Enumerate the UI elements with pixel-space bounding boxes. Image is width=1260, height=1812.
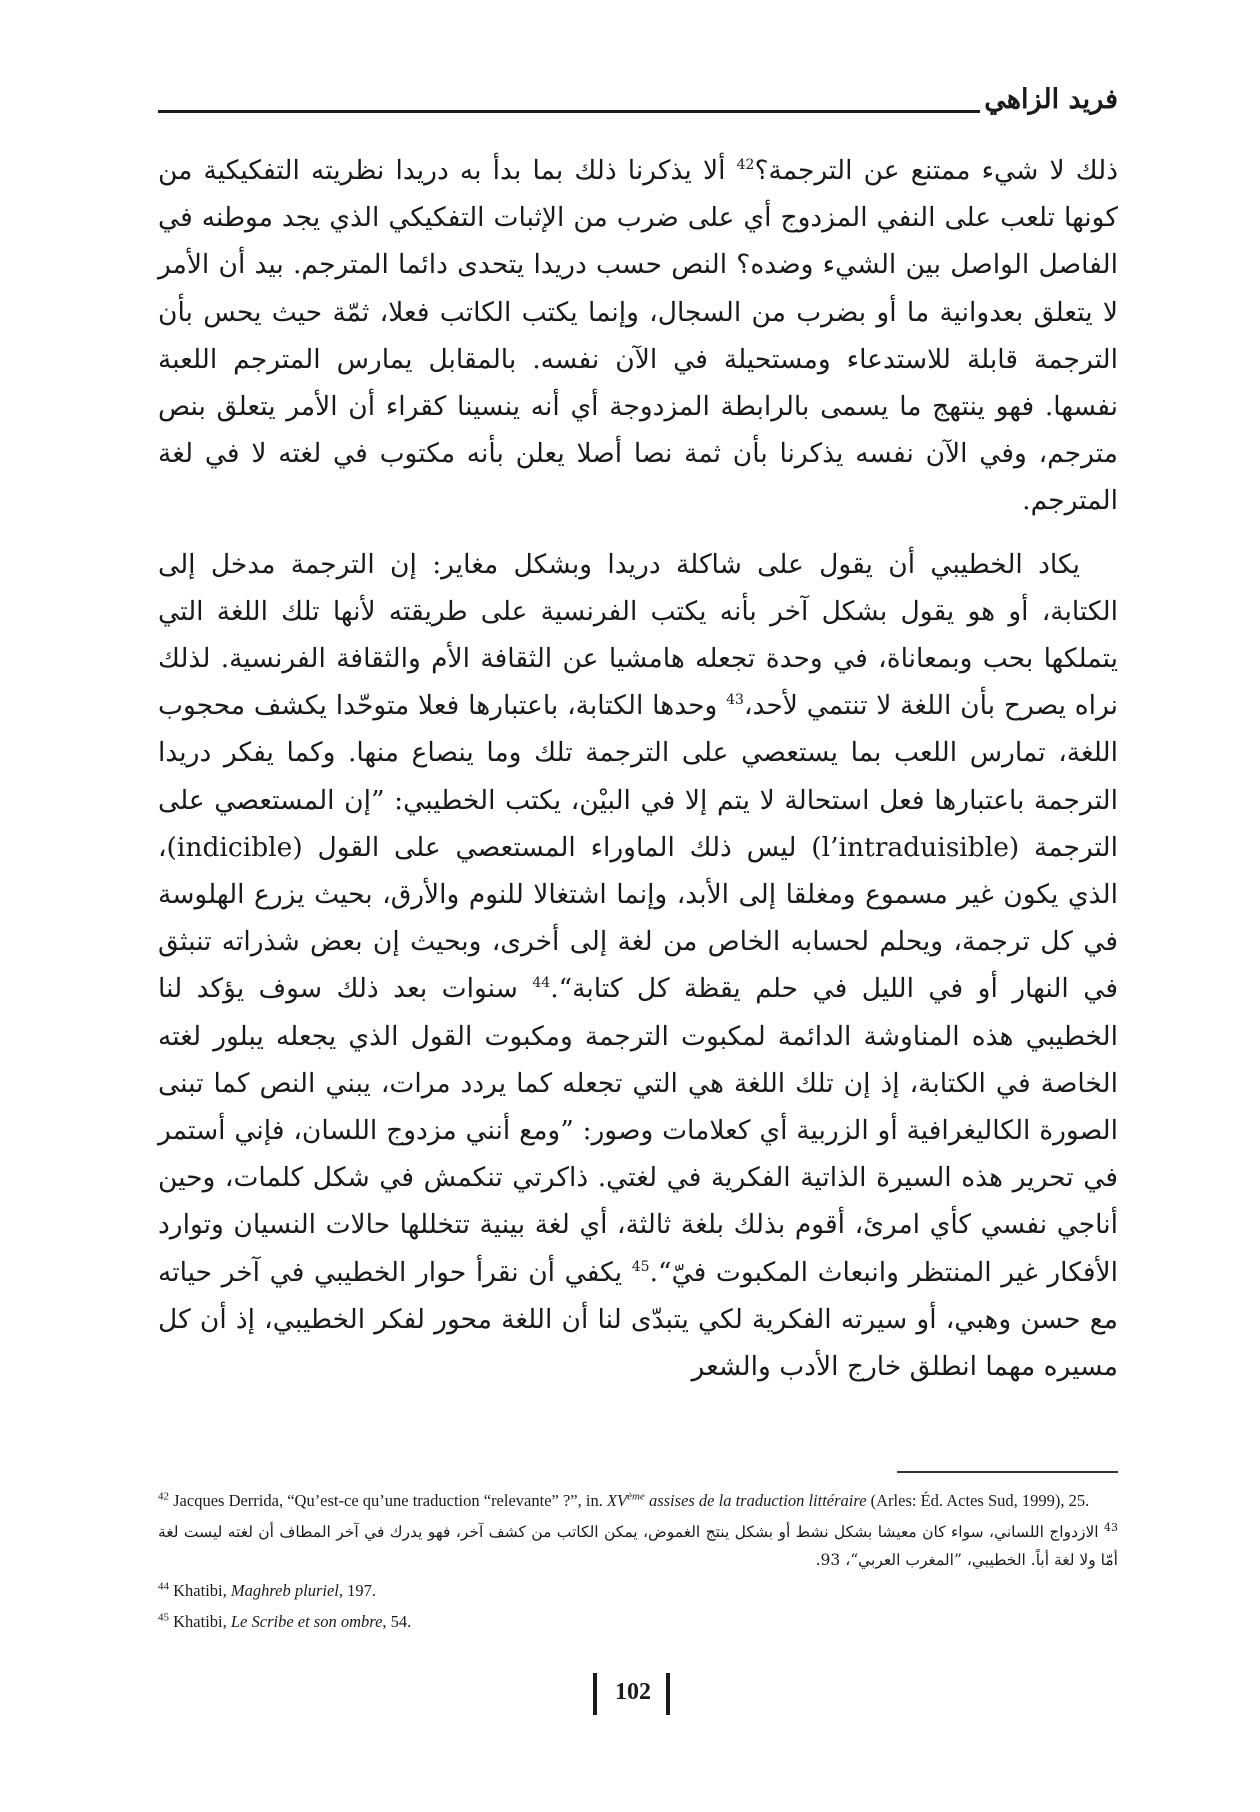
footnote-ref-45[interactable]: 45 — [631, 1258, 650, 1275]
header-rule — [158, 110, 980, 113]
footnote-45: $^{45}$ Khatibi, Le Scribe et son ombre, 54. — [158, 1611, 412, 1631]
paragraph-2: يكاد الخطيبي أن يقول على شاكلة دريدا وبشكل مغاير: إن الترجمة مدخل إلى الكتابة، أو هو يقول بشكل آخر بأنه يكتب الفرنسية على طريقته لأنها تلك اللغة التي يتملكها بحب وبمعاناة، في وحدة تجعله هامشيا عن الثقافة الأم والثقافة الفرنسية. لذلك نراه يصرح بأن اللغة لا تنتمي لأحد،$^{43}$ وحدها الكتابة، باعتبارها فعلا متوحّدا يكشف محجوب اللغة، تمارس اللعب بما يستعصي على الترجمة تلك وما ينصاع منها. وكما يفكر دريدا الترجمة باعتبارها فعل استحالة لا يتم إلا في البيْن، يكتب الخطيبي: ”إن المستعصي على الترجمة (l’intraduisible) ليس ذلك الماوراء المستعصي على القول (indicible)، الذي يكون غير مسموع ومغلقا إلى الأبد، وإنما اشتغالا للنوم والأرق، بحيث يزرع الهلوسة في كل ترجمة، ويحلم لحسابه الخاص من لغة إلى أخرى، وبحيث إن بعض شذراته تنبثق في النهار أو في الليل في حلم يقظة كل كتابة“.$^{44}$ سنوات بعد ذلك سوف يؤكد لنا الخطيبي هذه المناوشة الدائمة لمكبوت الترجمة ومكبوت القول الذي يجعله يبلور لغته الخاصة في الكتابة، إذ إن تلك اللغة هي التي تجعله كما يردد مرات، يبني النص كما تبنى الصورة الكاليغرافية أو الزربية أي كعلامات وصور: ”ومع أنني مزدوج اللسان، فإني أستمر في تحرير هذه السيرة الذاتية الفكرية في لغتي. ذاكرتي تنكمش في شكل كلمات، وحين أناجي نفسي كأي امرئ، أقوم بذلك بلغة ثالثة، أي لغة بينية تتخللها حالات النسيان وتوارد الأفكار غير المنتظر وانبعاث المكبوت فيّ“.$^{45}$ يكفي أن نقرأ حوار الخطيبي في آخر حياته مع حسن وهبي، أو سيرته الفكرية لكي يتبدّى لنا أن اللغة محور لفكر الخطيبي، إذ أن كل مسيره مهما انطلق خارج الأدب والشعر — [158, 548, 1119, 1383]
footnote-42: $^{42}$ Jacques Derrida, “Qu’est-ce qu’une traduction “relevante” ?”, in. XVème assises de la traduction littéraire (Arles: Éd. Actes Sud, 1999), 25. — [158, 1490, 1090, 1510]
footnote-ref-43[interactable]: 43 — [726, 692, 744, 709]
footnote-ref-42[interactable]: 42 — [736, 157, 755, 174]
page-number: 102 — [615, 1679, 651, 1705]
footnotes — [158, 1487, 1118, 1636]
main-text — [158, 147, 1118, 1390]
footnote-43: $^{43}$ الازدواج اللساني، سواء كان معيشا بشكل نشط أو بشكل ينتج الغموض، يمكن الكاتب من كشف آخر، فهو يدرك في آخر المطاف أن لغته ليست لغة أمّا ولا لغة أباً. الخطيبي، ”المغرب العربي“، 93. — [158, 1520, 1118, 1569]
author-name: فريد الزاهي — [984, 84, 1118, 115]
footnote-separator — [897, 1471, 1118, 1473]
page-number-bar-right — [666, 1673, 670, 1715]
page-number-bar-left — [593, 1673, 597, 1715]
footnote-ref-44[interactable]: 44 — [532, 975, 551, 992]
running-header — [158, 78, 1118, 118]
paragraph-1: ذلك لا شيء ممتنع عن الترجمة؟$^{42}$ ألا يذكرنا ذلك بما بدأ به دريدا نظريته التفكيكية من كونها تلعب على النفي المزدوج أي على ضرب من الإثبات التفكيكي الذي يجد موطنه في الفاصل الواصل بين الشيء وضده؟ النص حسب دريدا يتحدى دائما المترجم. بيد أن الأمر لا يتعلق بعدوانية ما أو بضرب من السجال، وإنما يكتب الكاتب فعلا، ثمّة حيث يحس بأن الترجمة قابلة للاستدعاء ومستحيلة في الآن نفسه. بالمقابل يمارس المترجم اللعبة نفسها. فهو ينتهج ما يسمى بالرابطة المزدوجة أي أنه ينسينا كقراء أن الأمر يتعلق بنص مترجم، وفي الآن نفسه يذكرنا بأن ثمة نصا أصلا يعلن بأنه مكتوب في لغته لا في لغة المترجم. — [158, 155, 1118, 517]
page-footer — [0, 1673, 1260, 1717]
footnote-44: $^{44}$ Khatibi, Maghreb pluriel, 197. — [158, 1580, 376, 1600]
